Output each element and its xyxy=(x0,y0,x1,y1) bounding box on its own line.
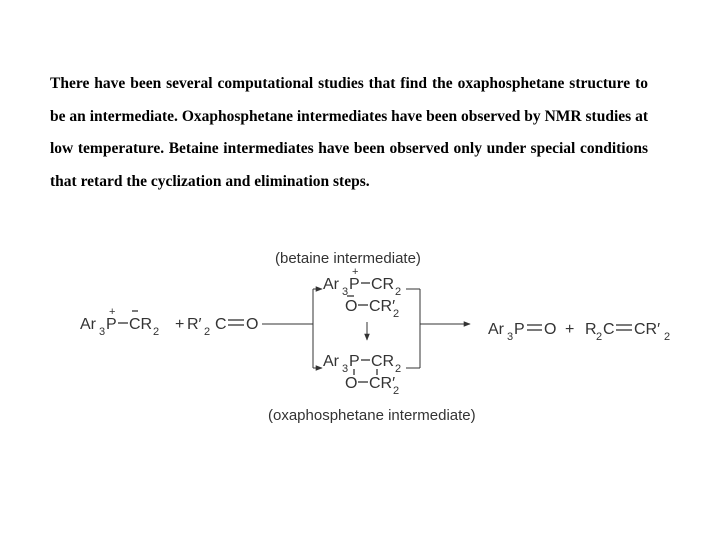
svg-text:Ar: Ar xyxy=(80,316,96,333)
betaine-label: (betaine intermediate) xyxy=(275,250,421,267)
svg-text:O: O xyxy=(345,375,358,392)
svg-text:R′: R′ xyxy=(187,316,202,333)
svg-text:+: + xyxy=(565,321,575,338)
svg-text:3: 3 xyxy=(99,326,106,338)
svg-text:3: 3 xyxy=(507,331,514,343)
svg-text:C: C xyxy=(603,321,615,338)
svg-text:O: O xyxy=(345,298,358,315)
svg-text:O: O xyxy=(246,316,259,333)
svg-text:2: 2 xyxy=(395,286,402,298)
svg-text:+: + xyxy=(175,316,185,333)
svg-text:P: P xyxy=(514,321,525,338)
svg-text:2: 2 xyxy=(393,385,400,397)
svg-text:CR′: CR′ xyxy=(369,298,396,315)
svg-text:CR: CR xyxy=(371,353,395,370)
svg-text:Ar: Ar xyxy=(323,353,339,370)
svg-text:3: 3 xyxy=(342,286,349,298)
svg-text:R: R xyxy=(585,321,597,338)
oxaphosphetane-structure xyxy=(323,353,401,397)
reaction-arrows xyxy=(262,289,470,368)
svg-text:3: 3 xyxy=(342,363,349,375)
ylide-structure xyxy=(80,306,159,338)
svg-text:2: 2 xyxy=(395,363,402,375)
svg-text:CR: CR xyxy=(129,316,153,333)
svg-text:P: P xyxy=(349,276,360,293)
betaine-structure xyxy=(323,266,401,320)
svg-text:P: P xyxy=(106,316,117,333)
svg-text:2: 2 xyxy=(596,331,603,343)
svg-text:P: P xyxy=(349,353,360,370)
svg-text:O: O xyxy=(544,321,557,338)
svg-text:2: 2 xyxy=(393,308,400,320)
svg-text:2: 2 xyxy=(153,326,160,338)
svg-text:C: C xyxy=(215,316,227,333)
svg-text:CR′: CR′ xyxy=(369,375,396,392)
svg-text:CR′: CR′ xyxy=(634,321,661,338)
carbonyl-reagent xyxy=(175,316,258,338)
oxaphosphetane-label: (oxaphosphetane intermediate) xyxy=(268,407,476,424)
svg-text:+: + xyxy=(352,266,359,278)
explanation-paragraph: There have been several computational studies that find the oxaphosphetane structure to be an intermediate. Oxaphosphetane intermediates have been observed by NMR studies at low temperature. Betaine intermediates have been observed only under special conditions that retard the cyclization and elimination steps. xyxy=(50,75,648,190)
svg-text:+: + xyxy=(109,306,116,318)
svg-text:CR: CR xyxy=(371,276,395,293)
svg-text:Ar: Ar xyxy=(488,321,504,338)
svg-text:2: 2 xyxy=(664,331,671,343)
svg-text:2: 2 xyxy=(204,326,211,338)
svg-text:Ar: Ar xyxy=(323,276,339,293)
products xyxy=(488,321,670,343)
